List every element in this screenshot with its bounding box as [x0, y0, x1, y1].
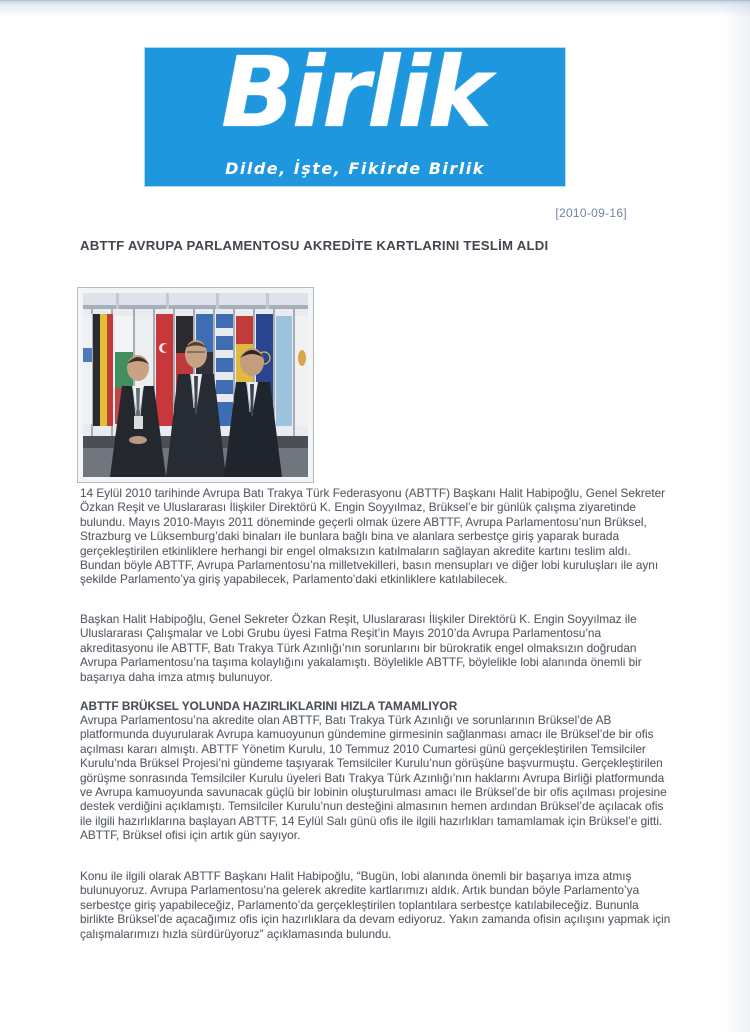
flag-light-blue	[276, 316, 292, 426]
birlik-logo: Birlik	[220, 36, 490, 149]
photo-three-men-eu-flags	[78, 288, 313, 482]
flag-belgium	[93, 314, 113, 426]
article-paragraph-1: 14 Eylül 2010 tarihinde Avrupa Batı Trakya Türk Federasyonu (ABTTF) Başkanı Halit Habipoğlu, Genel Sekreter Özkan Reşit ve Uluslararası İlişkiler Direktörü K. Engin Soyyılmaz, Brüksel’e bir günlük çalışma ziyaretinde bulundu. Mayıs 2010-Mayıs 2011 döneminde geçerli olmak üzere ABTTF, Avrupa Parlamentosu’nun Brüksel, Strazburg ve Lüksemburg’daki binaları ile bunlara bağlı bina ve alanlara serbestçe giriş yaparak burada gerçekleştirilen etkinliklere herhangi bir engel olmaksızın katılmaların sağlayan akredite kartını teslim aldı. Bundan böyle ABTTF, Avrupa Parlamentosu’na milletvekilleri, basın mensupları ve diğer lobi kuruluşları ile aynı şekilde Parlamento’ya giriş yapabilecek, Parlamento’daki etkinliklere katılabilecek.	[80, 486, 666, 587]
masthead-tagline: Dilde, İşte, Fikirde Birlik	[225, 159, 485, 178]
flag-finland	[83, 314, 92, 424]
article-paragraph-4: Konu ile ilgili olarak ABTTF Başkanı Halit Habipoğlu, “Bugün, lobi alanında önemli bir başarıya imza atmış bulunuyoruz. Avrupa Parlamentosu’na gelerek akredite kartlarımızı aldık. Artık bundan böyle Parlamento’ya serbestçe giriş yapabileceğiz, Parlamento’da gerçekleştirilen toplantılara serbestçe katılabileceğiz. Bununla birlikte Brüksel’de açacağımız ofis için hazırlıklara da devam ediyoruz. Yakın zamanda ofisin açılışını yapmak için çalışmalarımızı hızla sürdürüyoruz” açıklamasında bulundu.	[80, 869, 671, 941]
birlik-masthead	[145, 36, 565, 186]
article-section-heading: ABTTF BRÜKSEL YOLUNDA HAZIRLIKLARINI HIZLA TAMAMLIYOR	[80, 699, 458, 713]
publication-date: [2010-09-16]	[555, 206, 627, 220]
article-photo	[78, 288, 313, 482]
scan-edge-artifact-right	[724, 0, 750, 1032]
article-paragraph-3: Avrupa Parlamentosu’na akredite olan ABTTF, Batı Trakya Türk Azınlığı ve sorunlarının Brüksel’de AB platformunda duyurularak Avrupa kamuoyunun gündemine girmesinin sağlanması amacı ile Brüksel’de bir ofis açılması kararı almıştı. ABTTF Yönetim Kurulu, 10 Temmuz 2010 Cumartesi günü gerçekleştirilen Temsilciler Kurulu’nda Brüksel Projesi’ni gündeme taşıyarak Temsilciler Kurulu’nun görüşüne başvurmuştu. Gerçekleştirilen görüşme sonrasında Temsilciler Kurulu üyeleri Batı Trakya Türk Azınlığı’nın haklarını Avrupa Birliği platformunda ve Avrupa kamuoyunda savunacak güçlü bir lobinin oluşturulması amacı ile Brüksel’de bir ofis açılması projesine destek verdiğini açıklamıştı. Temsilciler Kurulu’nun desteğini almasının hemen ardından Brüksel’de açılacak ofis ile ilgili hazırlıklarına başlayan ABTTF, 14 Eylül Salı günü ofis ile ilgili hazırlıkları tamamlamak için Brüksel’e gitti. ABTTF, Brüksel ofisi için artık gün sayıyor.	[80, 713, 667, 843]
flag-greece	[216, 314, 233, 426]
flag-cyprus	[295, 316, 308, 426]
scan-edge-artifact-top	[0, 0, 750, 17]
article-paragraph-2: Başkan Halit Habipoğlu, Genel Sekreter Özkan Reşit, Uluslararası İlişkiler Direktörü K. Engin Soyyılmaz ile Uluslararası Çalışmalar ve Lobi Grubu üyesi Fatma Reşit’in Mayıs 2010’da Avrupa Parlamentosu’na akreditasyonu ile ABTTF, Batı Trakya Türk Azınlığı’nın sorunlarını bir bürokratik engel olmaksızın doğrudan Avrupa Parlamentosu’na taşıma kolaylığını yakalamıştı. Böylelikle ABTTF, böylelikle lobi alanında önemli bir başarıya daha imza atmış bulunuyor.	[80, 612, 642, 684]
article-headline: ABTTF AVRUPA PARLAMENTOSU AKREDİTE KARTLARINI TESLİM ALDI	[80, 238, 549, 253]
flag-turkey	[156, 314, 173, 426]
